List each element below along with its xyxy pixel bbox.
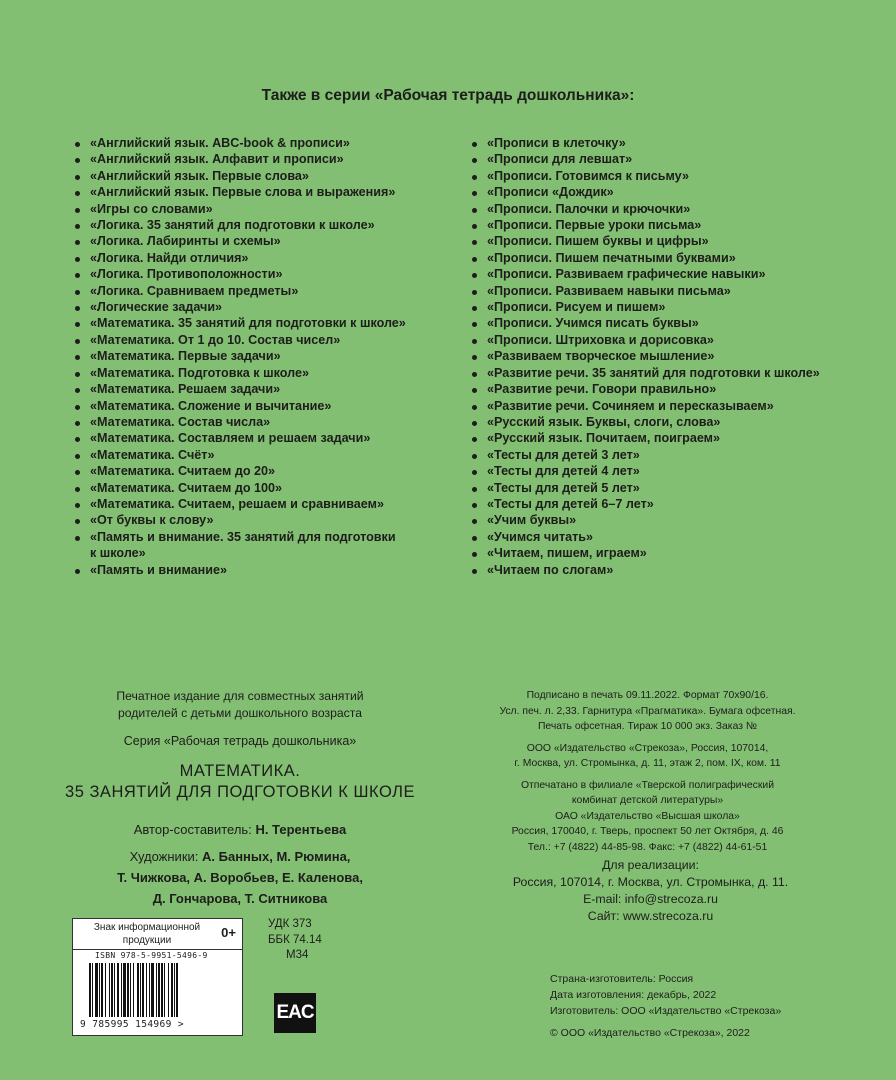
series-book-item: «Математика. 35 занятий для подготовки к школе» bbox=[74, 315, 406, 331]
imprint-line: комбинат детской литературы» bbox=[571, 795, 724, 806]
series-book-item: «Учимся читать» bbox=[471, 529, 820, 545]
series-book-item: «Логика. Сравниваем предметы» bbox=[74, 283, 406, 299]
series-book-item: «Математика. Состав числа» bbox=[74, 414, 406, 430]
series-book-item: «Память и внимание» bbox=[74, 562, 406, 578]
series-book-item: «Английский язык. ABC-book & прописи» bbox=[74, 135, 406, 151]
info-sign-row bbox=[73, 919, 242, 950]
imprint-line: Подписано в печать 09.11.2022. Формат 70х90/16. bbox=[526, 690, 769, 701]
series-heading: Также в серии «Рабочая тетрадь дошкольника»: bbox=[261, 87, 635, 104]
series-book-item: «Развитие речи. Сочиняем и пересказываем» bbox=[471, 398, 820, 414]
series-book-item: «От буквы к слову» bbox=[74, 512, 406, 528]
author-mark-code: М34 bbox=[286, 949, 309, 961]
description-line: Печатное издание для совместных занятий bbox=[116, 689, 364, 703]
barcode-bar bbox=[133, 963, 134, 1017]
imprint-line: Печать офсетная. Тираж 10 000 экз. Заказ № bbox=[537, 721, 758, 732]
imprint-line: Россия, 170040, г. Тверь, проспект 50 лет Октября, д. 46 bbox=[511, 826, 784, 837]
distribution-line: Россия, 107014, г. Москва, ул. Стромынка, д. 11. bbox=[512, 875, 789, 889]
info-sign-label bbox=[78, 921, 216, 947]
barcode-bar bbox=[174, 963, 175, 1017]
barcode-bar bbox=[111, 963, 113, 1017]
series-book-item: «Прописи. Пишем буквы и цифры» bbox=[471, 233, 820, 249]
series-book-item: «Прописи. Первые уроки письма» bbox=[471, 217, 820, 233]
book-title bbox=[20, 761, 460, 803]
artists-line: Т. Чижкова, А. Воробьев, Е. Каленова, bbox=[117, 870, 363, 885]
production-maker: Изготовитель: ООО «Издательство «Стрекоза» bbox=[550, 1005, 782, 1017]
series-book-item: «Английский язык. Первые слова и выражения» bbox=[74, 184, 406, 200]
artists-credit bbox=[55, 846, 425, 909]
barcode-bar bbox=[109, 963, 110, 1017]
barcode-bar bbox=[140, 963, 141, 1017]
series-book-item: «Математика. Счёт» bbox=[74, 447, 406, 463]
series-book-item: «Прописи. Учимся писать буквы» bbox=[471, 315, 820, 331]
book-title-line: 35 ЗАНЯТИЙ ДЛЯ ПОДГОТОВКИ К ШКОЛЕ bbox=[65, 783, 415, 801]
book-title-line: МАТЕМАТИКА. bbox=[179, 762, 301, 780]
imprint-line: ООО «Издательство «Стрекоза», Россия, 107014, bbox=[526, 742, 769, 754]
barcode-bar bbox=[127, 963, 129, 1017]
eac-certification-logo: EAC bbox=[274, 993, 316, 1033]
author-credit bbox=[55, 819, 425, 840]
series-book-item: «Тесты для детей 5 лет» bbox=[471, 480, 820, 496]
barcode-bar bbox=[92, 963, 93, 1017]
barcode-bar bbox=[171, 963, 173, 1017]
barcode-bar bbox=[156, 963, 157, 1017]
series-book-item: «Математика. Подготовка к школе» bbox=[74, 365, 406, 381]
imprint-line: Усл. печ. л. 2,33. Гарнитура «Прагматика». Бумага офсетная. bbox=[499, 705, 796, 717]
barcode-bar bbox=[114, 963, 115, 1017]
imprint-line: Отпечатано в филиале «Тверской полиграфический bbox=[520, 779, 775, 791]
barcode-bar bbox=[95, 963, 98, 1017]
series-book-item: «Прописи для левшат» bbox=[471, 151, 820, 167]
series-book-item: «Математика. Считаем до 20» bbox=[74, 463, 406, 479]
imprint-block bbox=[475, 688, 820, 855]
info-sign-label-line: Знак информационной bbox=[93, 922, 201, 933]
imprint-line: г. Москва, ул. Стромынка, д. 11, этаж 2, пом. IX, ком. 11 bbox=[514, 758, 781, 769]
ean-digits: 9 785995 154969 > bbox=[80, 1019, 185, 1030]
series-book-item: «Логика. 35 занятий для подготовки к школе» bbox=[74, 217, 406, 233]
barcode-bar bbox=[123, 963, 126, 1017]
series-book-item: «Прописи в клеточку» bbox=[471, 135, 820, 151]
series-book-item: «Прописи. Штриховка и дорисовка» bbox=[471, 332, 820, 348]
barcode-bar bbox=[146, 963, 147, 1017]
barcode-bar bbox=[164, 963, 165, 1017]
series-book-item: «Читаем, пишем, играем» bbox=[471, 545, 820, 561]
barcode-bar bbox=[161, 963, 163, 1017]
series-book-item: «Развитие речи. Говори правильно» bbox=[471, 381, 820, 397]
series-book-item: «Русский язык. Почитаем, поиграем» bbox=[471, 430, 820, 446]
copyright: © ООО «Издательство «Стрекоза», 2022 bbox=[550, 1027, 750, 1039]
author-label: Автор-составитель: bbox=[133, 822, 252, 837]
barcode-bar bbox=[130, 963, 131, 1017]
series-book-item: «Математика. Сложение и вычитание» bbox=[74, 398, 406, 414]
barcode-bar bbox=[105, 963, 106, 1017]
series-book-item: «Логика. Противоположности» bbox=[74, 266, 406, 282]
barcode-bar bbox=[99, 963, 100, 1017]
series-book-item: «Математика. Считаем до 100» bbox=[74, 480, 406, 496]
edition-description bbox=[60, 688, 420, 722]
udk-code: УДК 373 bbox=[268, 918, 312, 930]
production-date: Дата изготовления: декабрь, 2022 bbox=[550, 989, 717, 1001]
barcode-bar bbox=[149, 963, 150, 1017]
imprint-line: Тел.: +7 (4822) 44-85-98. Факс: +7 (4822) 44-61-51 bbox=[527, 841, 768, 853]
series-book-item: «Прописи. Готовимся к письму» bbox=[471, 168, 820, 184]
distribution-line: Сайт: www.strecoza.ru bbox=[587, 909, 714, 923]
series-book-item: «Прописи. Развиваем навыки письма» bbox=[471, 283, 820, 299]
series-book-item: «Математика. Решаем задачи» bbox=[74, 381, 406, 397]
production-info bbox=[550, 971, 781, 1041]
barcode-bar bbox=[168, 963, 169, 1017]
series-book-item: «Читаем по слогам» bbox=[471, 562, 820, 578]
series-book-item: «Английский язык. Алфавит и прописи» bbox=[74, 151, 406, 167]
series-book-item: «Прописи «Дождик» bbox=[471, 184, 820, 200]
series-book-item: «Математика. От 1 до 10. Состав чисел» bbox=[74, 332, 406, 348]
info-sign-label-line: продукции bbox=[122, 935, 172, 946]
barcode-bar bbox=[89, 963, 91, 1017]
series-book-item: «Тесты для детей 3 лет» bbox=[471, 447, 820, 463]
series-book-item: «Английский язык. Первые слова» bbox=[74, 168, 406, 184]
series-book-item: «Прописи. Развиваем графические навыки» bbox=[471, 266, 820, 282]
series-book-item: «Логика. Найди отличия» bbox=[74, 250, 406, 266]
production-country: Страна-изготовитель: Россия bbox=[550, 973, 694, 985]
series-book-item: «Логические задачи» bbox=[74, 299, 406, 315]
distribution-line: E-mail: info@strecoza.ru bbox=[583, 892, 718, 906]
series-book-item: «Развитие речи. 35 занятий для подготовки к школе» bbox=[471, 365, 820, 381]
series-book-item: «Прописи. Рисуем и пишем» bbox=[471, 299, 820, 315]
series-book-item: «Игры со словами» bbox=[74, 201, 406, 217]
series-books-right-list bbox=[471, 135, 820, 578]
series-book-item: «Математика. Считаем, решаем и сравниваем» bbox=[74, 496, 406, 512]
artists-line: Д. Гончарова, Т. Ситникова bbox=[152, 891, 328, 906]
barcode-bar bbox=[158, 963, 160, 1017]
barcode-bar bbox=[137, 963, 139, 1017]
author-name: Н. Терентьева bbox=[255, 822, 347, 837]
series-book-item: «Прописи. Палочки и крючочки» bbox=[471, 201, 820, 217]
series-book-item: «Прописи. Пишем печатными буквами» bbox=[471, 250, 820, 266]
barcode-bar bbox=[121, 963, 122, 1017]
series-book-item: «Русский язык. Буквы, слоги, слова» bbox=[471, 414, 820, 430]
description-line: родителей с детьми дошкольного возраста bbox=[118, 706, 362, 720]
barcode bbox=[87, 963, 227, 1017]
isbn-number: ISBN 978-5-9951-5496-9 bbox=[95, 951, 208, 960]
series-book-item: «Тесты для детей 4 лет» bbox=[471, 463, 820, 479]
barcode-bar bbox=[176, 963, 178, 1017]
series-name: Серия «Рабочая тетрадь дошкольника» bbox=[123, 734, 357, 748]
series-book-item: «Память и внимание. 35 занятий для подготовки bbox=[74, 529, 406, 545]
barcode-bar bbox=[101, 963, 103, 1017]
age-rating-badge: 0+ bbox=[221, 925, 236, 940]
series-book-item: «Математика. Составляем и решаем задачи» bbox=[74, 430, 406, 446]
series-book-item: «Математика. Первые задачи» bbox=[74, 348, 406, 364]
classification-codes bbox=[268, 917, 322, 964]
series-book-item: «Учим буквы» bbox=[471, 512, 820, 528]
series-book-item: «Развиваем творческое мышление» bbox=[471, 348, 820, 364]
barcode-bar bbox=[151, 963, 154, 1017]
series-book-item: «Тесты для детей 6–7 лет» bbox=[471, 496, 820, 512]
bbk-code: ББК 74.14 bbox=[268, 933, 322, 946]
artists-label: Художники: bbox=[129, 849, 199, 864]
barcode-bar bbox=[117, 963, 119, 1017]
isbn-barcode-box bbox=[72, 918, 243, 1036]
imprint-line: ОАО «Издательство «Высшая школа» bbox=[555, 810, 740, 822]
series-books-left-list bbox=[74, 135, 406, 578]
distribution-line: Для реализации: bbox=[602, 858, 699, 872]
distribution-block bbox=[478, 857, 823, 925]
artists-line: А. Банных, М. Рюмина, bbox=[202, 849, 351, 864]
barcode-bar bbox=[142, 963, 144, 1017]
series-book-item: к школе» bbox=[90, 546, 146, 561]
series-book-item: «Логика. Лабиринты и схемы» bbox=[74, 233, 406, 249]
